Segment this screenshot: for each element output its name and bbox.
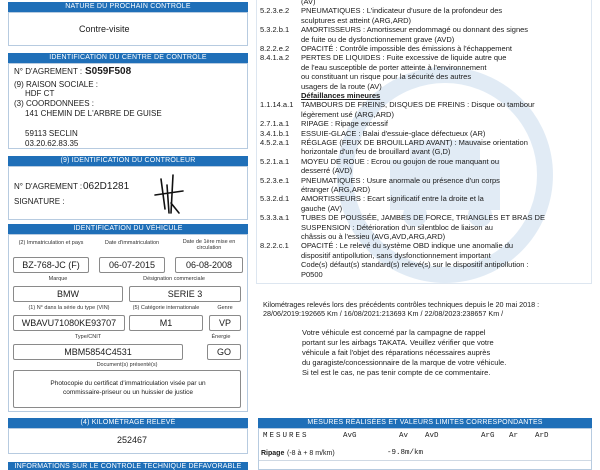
km-history-line-1: Kilométrages relevés lors des précédents contrôles techniques depuis le 20 mai 2018 :: [263, 300, 540, 309]
defect-text: étranger (ARG,ARD): [301, 185, 371, 194]
defect-text: de l'eau susceptible de porter atteinte à l'environnement: [301, 62, 487, 72]
controleur-box: [8, 166, 248, 220]
defect-text: PNEUMATIQUES : L'indicateur d'usure de la profondeur des: [301, 6, 503, 16]
controleur-header: (9) IDENTIFICATION DU CONTRÔLEUR: [8, 156, 248, 166]
centre-raison-label: (9) RAISON SOCIALE :: [14, 80, 99, 89]
measure-row-limits: (-8 à + 8 m/km): [287, 450, 335, 457]
km-history-line-2: 28/06/2019:192665 Km / 16/08/2021:213693 Km / 22/08/2023:238657 Km /: [263, 309, 504, 318]
vin-label: (1) N° dans la série du type (VIN): [28, 305, 110, 311]
defect-text: (AV): [301, 0, 316, 6]
immat-value: BZ-768-JC (F): [13, 257, 89, 273]
minor-defects-heading: Défaillances mineures: [301, 91, 381, 100]
vehicule-header: IDENTIFICATION DU VÉHICULE: [8, 224, 248, 234]
signature-mark: [151, 173, 191, 217]
km-value: 252467: [117, 435, 148, 445]
recall-line-1: Votre véhicule est concerné par la campagne de rappel: [302, 328, 486, 337]
centre-agrement-value: S059F508: [85, 66, 132, 77]
centre-address-line1: 141 CHEMIN DE L'ARBRE DE GUISE: [25, 109, 162, 118]
recall-line-2: portant sur les airbags TAKATA. Veuillez vérifier que votre: [302, 338, 494, 347]
defect-text: Code(s) défaut(s) standard(s) relevé(s) sur le dispositif antipollution :: [301, 260, 529, 270]
type-label: Type/CNIT: [74, 334, 102, 340]
marque-value: BMW: [13, 286, 123, 302]
centre-address-line2: 59113 SECLIN: [25, 129, 78, 138]
docs-box: [13, 370, 241, 408]
date-immat-value: 06-07-2015: [99, 257, 165, 273]
marque-label: Marque: [48, 276, 68, 282]
docs-text: Photocopie du certificat d'immatriculation visée par un commissaire-priseur ou un huissier de justice: [50, 380, 206, 396]
defect-code: 8.2.2.c.1: [260, 241, 289, 251]
defect-text: OPACITÉ : Le relevé du système OBD indique une anomalie du: [301, 241, 514, 251]
measure-col-avg: AvG: [343, 432, 357, 440]
recall-line-4: du garagiste/concessionnaire de la marque de votre véhicule.: [302, 358, 507, 367]
defect-text: de fuite ou de dysfonctionnement grave (AVD): [301, 34, 455, 44]
centre-box: [8, 63, 248, 149]
docs-label: Document(s) présenté(s): [96, 362, 158, 368]
defect-text: châssis ou à l'essieu (AVG,AVD,ARG,ARD): [301, 232, 446, 241]
defect-code: 8.4.1.a.2: [260, 53, 290, 63]
recall-line-5: Si tel est le cas, ne pas tenir compte de ce commentaire.: [302, 368, 491, 377]
genre-value: VP: [209, 315, 241, 331]
defect-code: 1.1.14.a.1: [260, 100, 294, 110]
date-first-label: Date de 1ère mise en circulation: [182, 239, 236, 251]
defect-code: 5.3.2.d.1: [260, 194, 290, 204]
controleur-agrement-value: 062D1281: [83, 181, 130, 192]
defect-code: 3.4.1.b.1: [260, 128, 290, 138]
km-header: (4) KILOMÉTRAGE RELEVÉ: [8, 418, 248, 428]
defect-code: 4.5.2.a.1: [260, 138, 290, 147]
measure-col-ar: Ar: [509, 432, 519, 440]
defect-text: P0500: [301, 269, 323, 279]
energie-label: Énergie: [211, 334, 231, 340]
defect-code: 5.2.3.e.1: [260, 175, 290, 185]
next-visit-value: Contre-visite: [79, 24, 130, 34]
defect-text: RÉGLAGE (FEUX DE BROUILLARD AVANT) : Mauvaise orientation: [301, 138, 528, 147]
measure-row-label: Ripage: [261, 450, 285, 457]
measures-header: MESURES RÉALISÉES ET VALEURS LIMITES CORRESPONDANTES: [258, 418, 592, 428]
measure-col-av: Av: [399, 432, 409, 440]
date-immat-label: Date d'immatriculation: [104, 240, 160, 246]
defect-text: MOYEU DE ROUE : Ecrou ou goujon de roue manquant ou: [301, 156, 500, 166]
categorie-value: M1: [129, 315, 203, 331]
defect-text: OPACITÉ : Contrôle impossible des émissions à l'échappement: [301, 44, 512, 53]
defect-code: 2.7.1.a.1: [260, 119, 290, 129]
controleur-agrement-label: N° D'AGREMENT :: [14, 182, 83, 191]
defect-code: 8.2.2.e.2: [260, 44, 290, 53]
defect-code: 5.3.3.a.1: [260, 213, 290, 223]
designation-label: Désignation commerciale: [143, 276, 205, 282]
defect-text: PERTES DE LIQUIDES : Fuite excessive de liquide autre que: [301, 53, 507, 63]
controleur-signature-label: SIGNATURE :: [14, 197, 65, 206]
recall-line-3: véhicule a fait l'objet des réparations nécessaires auprès: [302, 348, 491, 357]
defect-text: dispositif antipollution, sans dysfonctionnement important: [301, 250, 491, 260]
defect-text: ou constituant un risque pour la sécurité des autres: [301, 72, 472, 82]
centre-coord-label: (3) COORDONNEES :: [14, 99, 95, 108]
centre-header: IDENTIFICATION DU CENTRE DE CONTRÔLE: [8, 53, 248, 63]
centre-phone: 03.20.62.83.35: [25, 139, 79, 148]
immat-label: (2) Immatriculation et pays: [18, 240, 84, 246]
categorie-label: (5) Catégorie internationale: [132, 305, 200, 311]
defect-code: 5.2.1.a.1: [260, 156, 290, 166]
defect-text: desserré (AVD): [301, 166, 353, 176]
vehicule-box: [8, 234, 248, 412]
defect-text: SUSPENSION : Détérioration d'un silentbloc de liaison au: [301, 222, 493, 232]
defect-text: usagers de la route (AV): [301, 81, 382, 91]
defect-text: RIPAGE : Ripage excessif: [301, 119, 388, 129]
defect-text: légèrement usé (ARG,ARD): [301, 109, 394, 119]
defect-code: 5.3.2.b.1: [260, 25, 290, 35]
measure-divider: [259, 460, 591, 461]
next-visit-header: NATURE DU PROCHAIN CONTRÔLE: [8, 2, 248, 12]
defect-text: AMORTISSEURS : Amortisseur endommagé ou donnant des signes: [301, 25, 529, 35]
measures-box: [258, 428, 592, 470]
vin-value: WBAVU71080KE93707: [13, 315, 125, 331]
defect-text: AMORTISSEURS : Ecart significatif entre la droite et la: [301, 194, 484, 204]
date-first-value: 06-08-2008: [175, 257, 243, 273]
defect-code: 5.2.3.e.2: [260, 6, 290, 16]
centre-raison-value: HDF CT: [25, 89, 55, 98]
designation-value: SERIE 3: [129, 286, 241, 302]
measure-row-value: -9.8m/km: [387, 449, 424, 457]
defect-text: PNEUMATIQUES : Usure anormale ou présence d'un corps: [301, 175, 500, 185]
genre-label: Genre: [217, 305, 233, 311]
measure-col-avd: AvD: [425, 432, 439, 440]
measure-col-arg: ArG: [481, 432, 495, 440]
defect-text: gauche (AV): [301, 203, 343, 213]
km-box: [8, 428, 248, 454]
defect-text: TAMBOURS DE FREINS, DISQUES DE FREINS : Disque ou tambour: [301, 100, 535, 110]
defect-text: ESSUIE-GLACE : Balai d'essuie-glace défectueux (AR): [301, 128, 486, 138]
defect-text: sculptures est atteint (ARG,ARD): [301, 15, 412, 25]
next-visit-box: [8, 12, 248, 46]
measure-col-ard: ArD: [535, 432, 549, 440]
bottom-info-header: INFORMATIONS SUR LE CONTRÔLE TECHNIQUE DÉFAVORABLE: [8, 462, 248, 470]
centre-agrement-label: N° D'AGREMENT :: [14, 67, 83, 76]
type-value: MBM5854C4531: [13, 344, 183, 360]
energie-value: GO: [207, 344, 241, 360]
defect-text: TUBES DE POUSSÉE, JAMBES DE FORCE, TRIANGLES ET BRAS DE: [301, 213, 545, 223]
defect-text: horizontale d'un feu de brouillard avant (G,D): [301, 147, 451, 157]
measures-title: MESURES: [263, 432, 309, 440]
